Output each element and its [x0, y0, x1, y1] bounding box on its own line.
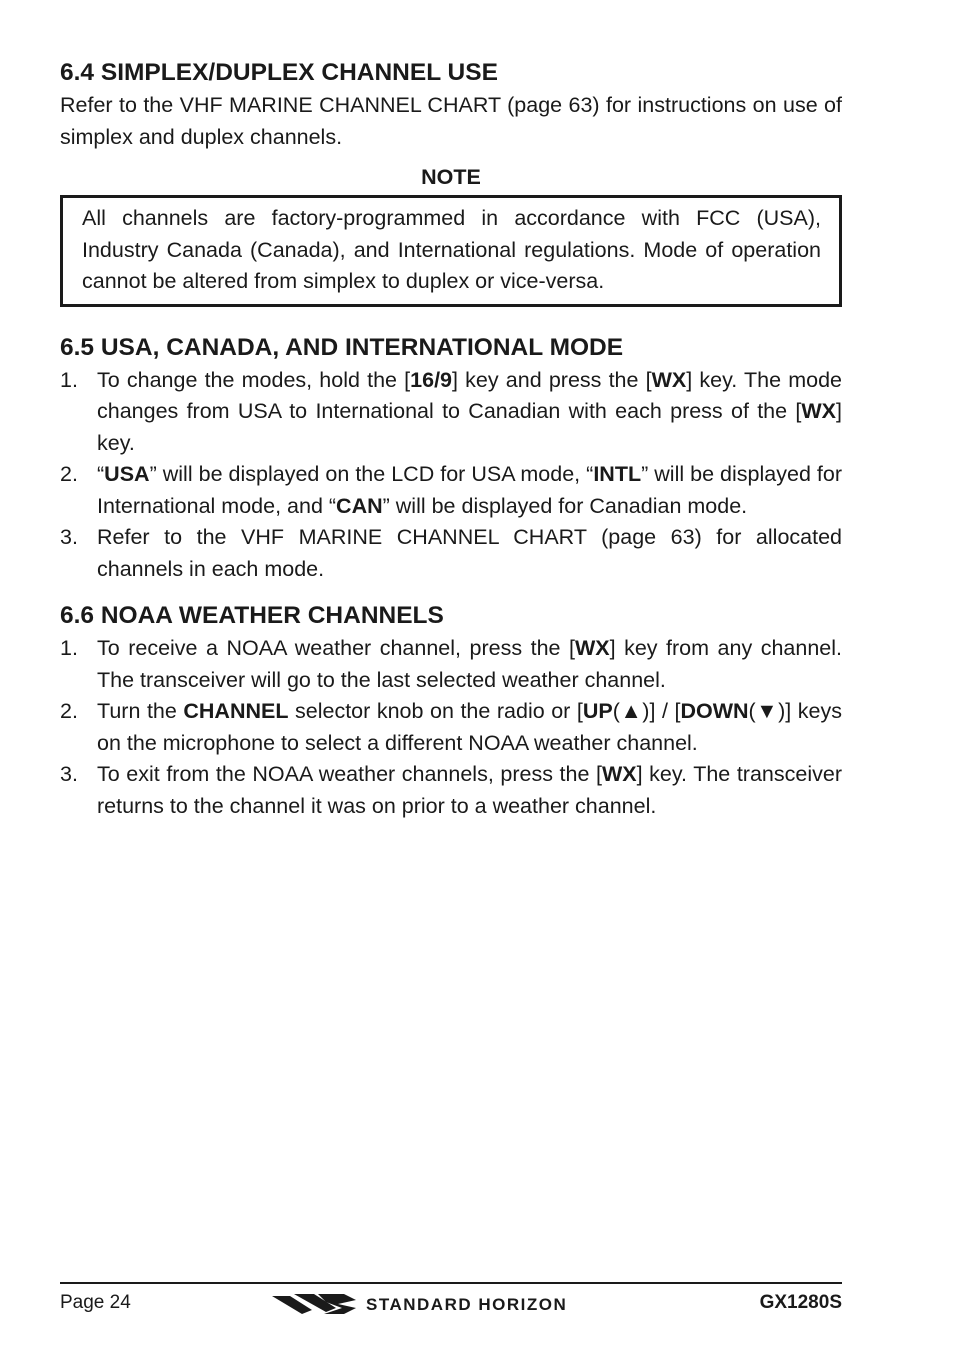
- section-6-5: [60, 331, 842, 586]
- item-number: 2.: [60, 462, 78, 486]
- lcd-text: INTL: [593, 462, 642, 486]
- numbered-list: [60, 365, 842, 586]
- list-item: [60, 459, 842, 522]
- section-heading: 6.6 NOAA WEATHER CHANNELS: [60, 602, 444, 629]
- footer-divider: [60, 1282, 842, 1284]
- section-6-6: [60, 599, 842, 822]
- list-item: [60, 365, 842, 460]
- item-text: Turn the: [97, 699, 184, 723]
- item-text: (▼)] keys on the microphone to select a different NOAA weather channel.: [97, 699, 842, 755]
- key-name: DOWN: [680, 699, 749, 723]
- model-number: GX1280S: [759, 1292, 842, 1313]
- section-6-4: [60, 56, 842, 307]
- key-name: UP: [582, 699, 613, 723]
- item-text: ] key and press the [: [452, 367, 652, 392]
- key-name: 16/9: [410, 367, 453, 392]
- brand-name: STANDARD HORIZON: [366, 1295, 568, 1314]
- numbered-list: [60, 633, 842, 822]
- wave-mark-icon: [272, 1294, 356, 1314]
- note-box: All channels are factory-programmed in accordance with FCC (USA), Industry Canada (Canada), and International regulations. Mode of operation cannot be altered from simplex to duplex or vice-versa.: [60, 195, 842, 307]
- item-text: To receive a NOAA weather channel, press the [: [97, 636, 575, 660]
- standard-horizon-logo: [272, 1290, 632, 1318]
- list-item: [60, 522, 842, 585]
- item-text: ” will be displayed for Canadian mode.: [382, 493, 748, 518]
- item-text: “: [97, 462, 105, 486]
- item-text: ” will be displayed for International mode, and “: [97, 462, 842, 518]
- key-name: WX: [801, 399, 837, 423]
- item-number: 2.: [60, 699, 78, 723]
- item-text: ] key.: [97, 399, 842, 455]
- item-number: 1.: [60, 636, 78, 660]
- item-text: To change the modes, hold the [: [97, 367, 411, 392]
- list-item: [60, 696, 842, 759]
- section-heading: 6.4 SIMPLEX/DUPLEX CHANNEL USE: [60, 59, 498, 86]
- section-body: Refer to the VHF MARINE CHANNEL CHART (page 63) for instructions on use of simplex and duplex channels.: [60, 93, 842, 149]
- key-name: WX: [601, 762, 637, 786]
- list-item: [60, 633, 842, 696]
- manual-page: [60, 56, 842, 822]
- lcd-text: USA: [104, 462, 150, 486]
- item-text: selector knob on the radio or [: [288, 699, 583, 723]
- key-name: WX: [574, 636, 610, 660]
- item-number: 3.: [60, 762, 78, 786]
- item-number: 3.: [60, 525, 78, 549]
- lcd-text: CAN: [336, 493, 383, 518]
- key-name: WX: [651, 367, 687, 392]
- note-title: NOTE: [421, 165, 481, 189]
- page-number: Page 24: [60, 1292, 131, 1313]
- page-footer: [60, 1290, 842, 1320]
- item-text: ] key from any channel. The transceiver will go to the last selected weather channel.: [97, 636, 843, 692]
- list-item: [60, 759, 842, 822]
- control-name: CHANNEL: [183, 699, 289, 723]
- item-number: 1.: [60, 367, 78, 392]
- item-text: ] key. The transceiver returns to the channel it was on prior to a weather channel.: [97, 762, 842, 818]
- item-text: To exit from the NOAA weather channels, press the [: [97, 762, 602, 786]
- item-text: ] key. The mode changes from USA to International to Canadian with each press of the [: [97, 367, 842, 423]
- item-text: (▲)] / [: [612, 699, 681, 723]
- item-text: ” will be displayed on the LCD for USA mode, “: [149, 462, 594, 486]
- section-heading: 6.5 USA, CANADA, AND INTERNATIONAL MODE: [60, 333, 624, 361]
- item-text: Refer to the VHF MARINE CHANNEL CHART (page 63) for allocated channels in each mode.: [97, 525, 842, 581]
